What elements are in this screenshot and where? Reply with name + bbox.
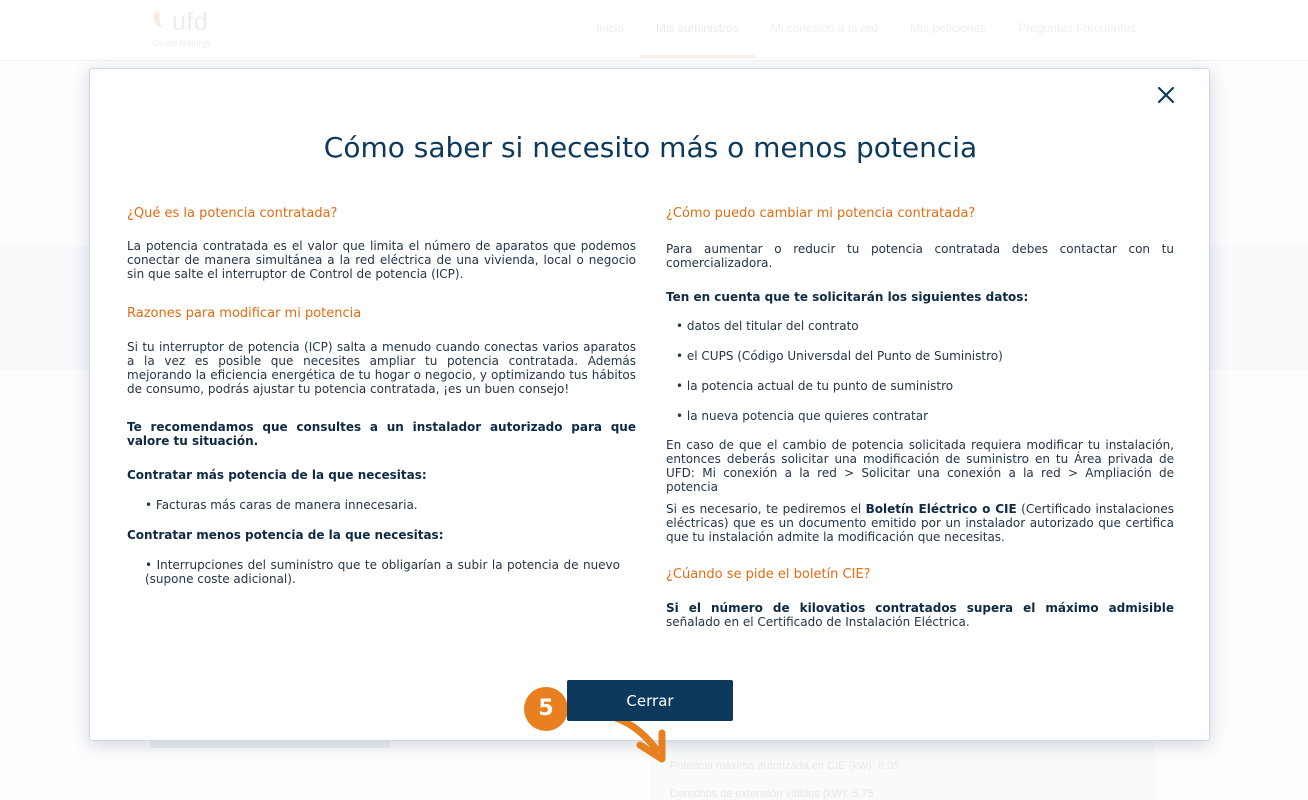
list-item-mas-potencia: • Facturas más caras de manera innecesaria. (145, 498, 418, 512)
step-badge: 5 (524, 687, 568, 731)
boletin-text-a: Si es necesario, te pediremos el (666, 502, 866, 516)
list-item-nueva-potencia: • la nueva potencia que quieres contratar (676, 409, 929, 423)
modal-title: Cómo saber si necesito más o menos potencia (323, 131, 978, 164)
cerrar-button[interactable]: Cerrar (567, 680, 733, 721)
list-item-menos-potencia: • Interrupciones del suministro que te obligarían a subir la potencia de nuevo (supone coste adicional). (145, 558, 620, 586)
list-item-titular: • datos del titular del contrato (676, 319, 859, 333)
cie-text-rest: señalado en el Certificado de Instalación Eléctrica. (666, 615, 970, 629)
close-icon[interactable] (1154, 83, 1178, 107)
heading-que-es-potencia: ¿Qué es la potencia contratada? (127, 206, 338, 221)
heading-cuando-cie: ¿Cúando se pide el boletín CIE? (666, 567, 871, 582)
heading-datos-solicitados: Ten en cuenta que te solicitarán los siguientes datos: (666, 290, 1029, 304)
boletin-text-c: (Certificado instalaciones eléctricas) que es un documento emitido por un instalador autorizado que certifica que tu instalación admite la modificación que necesitas. (666, 502, 1175, 544)
cie-text-bold: Si el número de kilovatios contratados supera el máximo admisible (666, 601, 1174, 615)
paragraph-que-es-potencia: La potencia contratada es el valor que limita el número de aparatos que podemos conectar de manera simultánea a la red eléctrica de una vivienda, local o negocio sin que salte el interruptor de Control de potencia (ICP). (127, 239, 636, 281)
paragraph-modificacion-instalacion: En caso de que el cambio de potencia solicitada requiera modificar tu instalación, entonces deberás solicitar una modificación de suministro en tu Área privada de UFD: Mi conexión a la red > Solicitar una conexión a la red > Ampliación de potencia (666, 438, 1174, 494)
paragraph-como-cambiar: Para aumentar o reducir tu potencia contratada debes contactar con tu comercializadora. (666, 242, 1174, 270)
list-item-cups: • el CUPS (Código Universdal del Punto de Suministro) (676, 349, 1003, 363)
heading-como-cambiar: ¿Cómo puedo cambiar mi potencia contratada? (666, 206, 976, 221)
paragraph-recomendacion: Te recomendamos que consultes a un instalador autorizado para que valore tu situación. (127, 420, 636, 448)
potencia-info-modal (89, 68, 1210, 741)
paragraph-boletin (666, 502, 1174, 544)
heading-razones: Razones para modificar mi potencia (127, 306, 362, 321)
paragraph-cuando-cie (666, 601, 1174, 629)
heading-menos-potencia: Contratar menos potencia de la que necesitas: (127, 528, 444, 542)
list-item-potencia-actual: • la potencia actual de tu punto de suministro (676, 379, 954, 393)
paragraph-razones: Si tu interruptor de potencia (ICP) salta a menudo cuando conectas varios aparatos a la vez es posible que necesites ampliar tu potencia contratada. Además mejorando la eficiencia energética de tu hogar o negocio, y optimizando tus hábitos de consumo, podrás ajustar tu potencia contratada, ¡es un buen consejo! (127, 340, 636, 396)
heading-mas-potencia: Contratar más potencia de la que necesitas: (127, 468, 427, 482)
boletin-text-bold: Boletín Eléctrico o CIE (865, 502, 1017, 516)
